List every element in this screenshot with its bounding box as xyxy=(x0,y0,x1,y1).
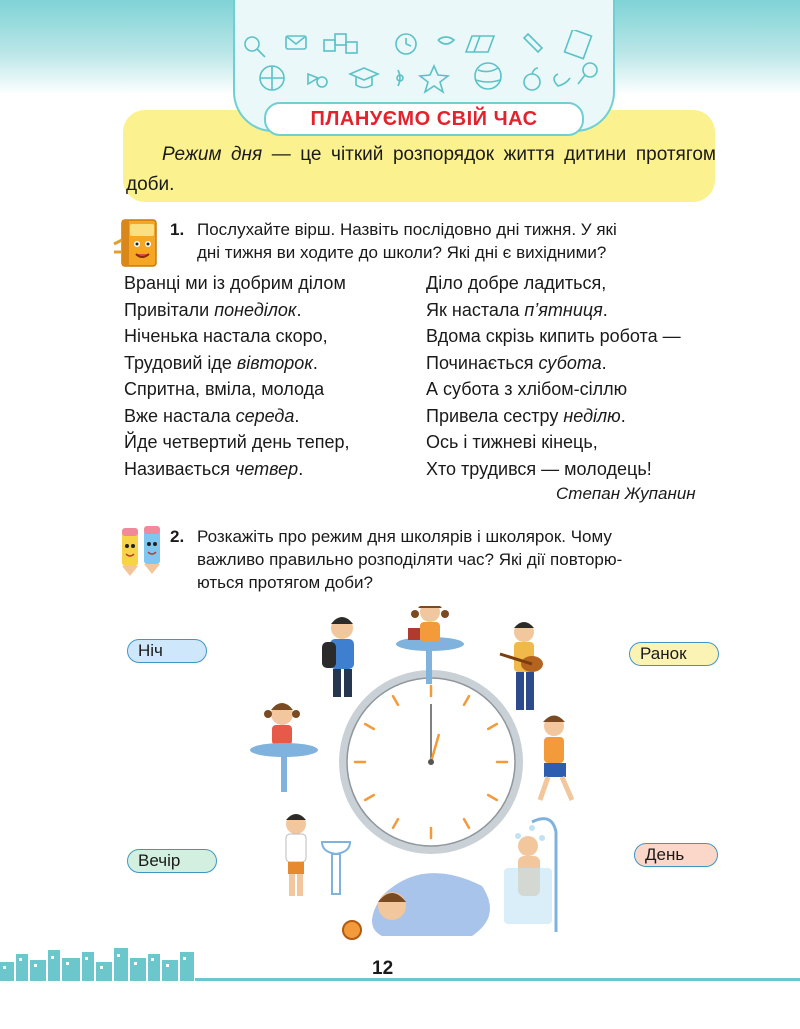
poem-text: Вранці ми із добрим ділом xyxy=(124,273,346,293)
label-evening: Вечір xyxy=(127,849,217,873)
poem-line xyxy=(124,429,349,456)
poem-text: Ось і тижневі кінець, xyxy=(426,432,598,452)
poem-day-name: неділю xyxy=(563,405,621,426)
poem-day-name: середа xyxy=(235,405,295,426)
girl-studying-icon xyxy=(396,606,464,684)
label-day: День xyxy=(634,843,718,867)
poem-text: . xyxy=(296,299,302,320)
poem-text: . xyxy=(620,405,626,426)
poem-day-name: вівторок xyxy=(236,352,313,373)
poem-line xyxy=(124,270,349,297)
poem-line xyxy=(124,297,349,324)
poem-line xyxy=(426,403,681,430)
task-number: 2. xyxy=(170,527,185,546)
poem-text: Діло добре ладиться, xyxy=(426,273,607,293)
title-strip xyxy=(264,102,584,136)
poem-text: Починається xyxy=(426,352,539,373)
poem-text: Називається xyxy=(124,458,236,479)
poem-line xyxy=(124,403,349,430)
task-2-line-1: Розкажіть про режим дня школярів і школярок. Чому xyxy=(197,527,612,546)
poem-day-name: четвер xyxy=(235,458,299,479)
poem-text: Ніченька настала скоро, xyxy=(124,326,328,346)
label-night: Ніч xyxy=(127,639,207,663)
poem-line xyxy=(426,297,681,324)
task-1-line-1: Послухайте вірш. Назвіть послідовно дні тижня. У які xyxy=(197,220,617,239)
girl-exercising-icon xyxy=(540,716,572,801)
girl-sleeping-icon xyxy=(343,873,490,939)
page-title: ПЛАНУЄМО СВІЙ ЧАС xyxy=(310,107,538,130)
poem-text: А субота з хлібом-сіллю xyxy=(426,379,628,399)
task-2 xyxy=(170,525,717,594)
poem-text: Йде четвертий день тепер, xyxy=(124,432,350,452)
poem-text: Хто трудився — молодець! xyxy=(426,458,652,479)
poem-author: Степан Жупанин xyxy=(556,484,696,503)
page-number: 12 xyxy=(372,958,394,979)
alarm-clock-icon xyxy=(343,921,361,939)
daily-routine-clock-illustration xyxy=(232,606,594,948)
poem-text: . xyxy=(312,352,318,373)
poem-text: Вже настала xyxy=(124,405,236,426)
book-mascot-icon xyxy=(110,214,168,272)
poem-line xyxy=(124,350,349,377)
poem-text: Привела сестру xyxy=(426,405,564,426)
task-2-line-3: ються протягом доби? xyxy=(197,573,373,592)
footer-line xyxy=(195,978,800,981)
definition-body: — це чіткий розпорядок життя дитини протягом доби. xyxy=(126,144,716,195)
poem-day-name: п’ятниця xyxy=(524,299,603,320)
boy-playing-guitar-icon xyxy=(500,622,543,710)
label-morning: Ранок xyxy=(629,642,719,666)
boy-washing-icon xyxy=(286,814,350,896)
city-skyline-icon xyxy=(0,948,200,981)
poem-line xyxy=(124,456,349,483)
child-showering-icon xyxy=(504,819,556,932)
poem-line xyxy=(426,323,681,350)
poem-text: Спритна, вміла, молода xyxy=(124,379,325,399)
poem-line xyxy=(426,376,681,403)
poem-day-name: субота xyxy=(538,352,602,373)
boy-with-backpack-icon xyxy=(322,617,354,697)
poem-line xyxy=(426,456,681,483)
poem-text: . xyxy=(602,299,608,320)
poem-text: . xyxy=(298,458,304,479)
poem-line xyxy=(426,350,681,377)
school-doodles-icon xyxy=(238,30,608,98)
poem-text: . xyxy=(601,352,607,373)
definition-text xyxy=(126,140,716,200)
poem-text: Вдома скрізь кипить робота — xyxy=(426,326,681,346)
definition-term: Режим дня xyxy=(162,144,263,165)
task-1-line-2: дні тижня ви ходите до школи? Які дні є вихідними? xyxy=(197,243,607,262)
poem-text: Привітали xyxy=(124,299,215,320)
poem-text: Трудовий іде xyxy=(124,352,237,373)
task-1 xyxy=(170,218,717,264)
girl-eating-icon xyxy=(250,703,318,792)
poem-line xyxy=(426,270,681,297)
poem-text: Як настала xyxy=(426,299,525,320)
pencils-mascot-icon xyxy=(118,524,168,576)
poem-line xyxy=(124,323,349,350)
poem-text: . xyxy=(294,405,300,426)
poem-line xyxy=(124,376,349,403)
task-2-line-2: важливо правильно розподіляти час? Які дії повторю- xyxy=(197,550,623,569)
poem-line xyxy=(426,429,681,456)
poem-left-column xyxy=(124,270,349,482)
poem-right-column xyxy=(426,270,681,482)
poem-day-name: понеділок xyxy=(214,299,297,320)
task-number: 1. xyxy=(170,220,185,239)
